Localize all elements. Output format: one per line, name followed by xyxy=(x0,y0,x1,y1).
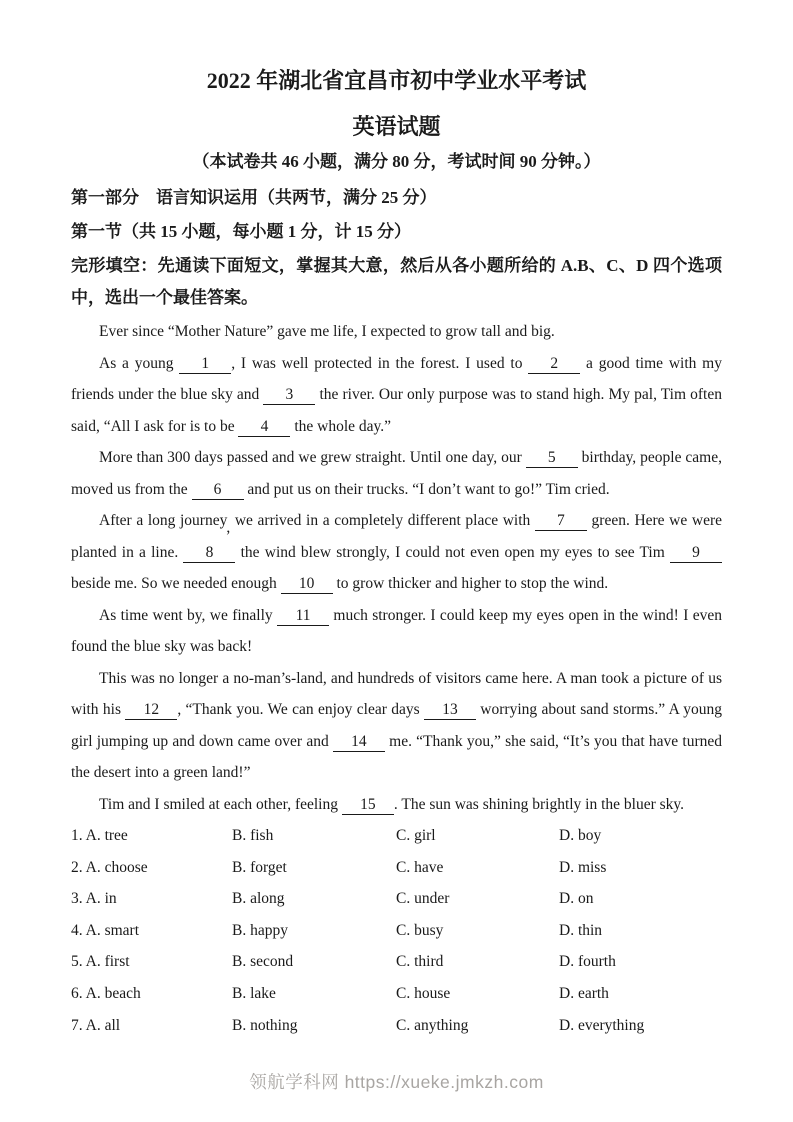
part-one-heading: 第一部分 语言知识运用（共两节，满分 25 分） xyxy=(71,188,437,207)
option-cell: 6. A. beach xyxy=(71,984,141,1002)
option-row xyxy=(71,915,722,947)
option-row xyxy=(71,946,722,978)
option-cell: B. forget xyxy=(232,858,287,876)
option-cell: C. have xyxy=(396,858,444,876)
passage-paragraph: More than 300 days passed and we grew straight. Until one day, our 5 birthday, people came, moved us from the 6 and put us on their trucks. “I don’t want to go!” Tim cried. xyxy=(71,449,722,498)
option-cell: B. second xyxy=(232,953,294,971)
exam-info-line: （本试卷共 46 小题，满分 80 分，考试时间 90 分钟。） xyxy=(192,152,601,171)
option-cell: 4. A. smart xyxy=(71,921,140,939)
option-cell: D. on xyxy=(559,890,594,908)
section-one-heading: 第一节（共 15 小题，每小题 1 分，计 15 分） xyxy=(71,222,411,241)
option-row xyxy=(71,883,722,915)
lowered-comma: , xyxy=(226,519,231,536)
cloze-blank-1: 1 xyxy=(179,355,231,374)
option-cell: C. third xyxy=(396,953,444,971)
option-row xyxy=(71,852,722,884)
option-cell: D. everything xyxy=(559,1016,645,1034)
option-cell: 1. A. tree xyxy=(71,827,128,844)
options-table xyxy=(71,820,722,1041)
cloze-blank-15: 15 xyxy=(342,796,394,815)
cloze-blank-5: 5 xyxy=(526,449,578,468)
option-cell: C. house xyxy=(396,984,451,1002)
option-cell: D. fourth xyxy=(559,953,616,971)
passage-paragraph: As time went by, we finally 11 much stronger. I could keep my eyes open in the wind! I even found the blue sky was back! xyxy=(71,606,722,655)
cloze-blank-14: 14 xyxy=(333,733,385,752)
option-cell: 3. A. in xyxy=(71,890,117,908)
option-row xyxy=(71,820,722,852)
option-cell: D. earth xyxy=(559,984,609,1002)
option-cell: C. busy xyxy=(396,921,444,939)
option-cell: C. anything xyxy=(396,1016,469,1034)
cloze-blank-2: 2 xyxy=(528,355,580,374)
option-cell: B. lake xyxy=(232,984,276,1002)
cloze-blank-10: 10 xyxy=(281,575,333,594)
watermark-footer: 领航学科网 https://xueke.jmkzh.com xyxy=(249,1072,544,1093)
option-cell: B. along xyxy=(232,890,285,908)
exam-title-line2: 英语试题 xyxy=(352,114,441,139)
passage xyxy=(71,316,722,820)
option-cell: D. thin xyxy=(559,921,603,939)
exam-title-line1: 2022 年湖北省宜昌市初中学业水平考试 xyxy=(206,68,587,93)
option-row xyxy=(71,1010,722,1042)
option-cell: C. under xyxy=(396,890,450,908)
option-cell: B. happy xyxy=(232,921,288,939)
passage-paragraph: After a long journey, we arrived in a completely different place with 7 green. Here we were planted in a line. 8 the wind blew strongly, I could not even open my eyes to see Tim 9 beside me. So we needed enough 10 to grow thicker and higher to stop the wind. xyxy=(71,512,722,592)
passage-paragraph: As a young 1 , I was well protected in the forest. I used to 2 a good time with my friends under the blue sky and 3 the river. Our only purpose was to stand high. My pal, Tim often said, “All I ask for is to be 4 the whole day.” xyxy=(71,354,722,435)
option-cell: D. miss xyxy=(559,858,607,876)
option-cell: 2. A. choose xyxy=(71,858,148,876)
cloze-blank-11: 11 xyxy=(277,607,329,626)
passage-paragraph: Ever since “Mother Nature” gave me life, I expected to grow tall and big. xyxy=(99,323,555,340)
passage-paragraph: This was no longer a no-man’s-land, and hundreds of visitors came here. A man took a picture of us with his 12 , “Thank you. We can enjoy clear days 13 worrying about sand storms.” A young girl jumping up and down came over and 14 me. “Thank you,” she said, “It’s you that have turned the desert into a green land!” xyxy=(71,669,722,781)
cloze-blank-6: 6 xyxy=(192,481,244,500)
option-cell: B. nothing xyxy=(232,1016,298,1034)
option-cell: B. fish xyxy=(232,827,274,844)
cloze-blank-3: 3 xyxy=(263,386,315,405)
option-cell: 5. A. first xyxy=(71,953,130,971)
passage-paragraph: Tim and I smiled at each other, feeling 15 . The sun was shining brightly in the bluer sky. xyxy=(99,795,685,813)
cloze-blank-13: 13 xyxy=(424,701,476,720)
cloze-blank-8: 8 xyxy=(183,544,235,563)
cloze-blank-4: 4 xyxy=(238,418,290,437)
option-cell: D. boy xyxy=(559,827,602,844)
cloze-blank-12: 12 xyxy=(125,701,177,720)
cloze-instruction: 完形填空：先通读下面短文，掌握其大意，然后从各小题所给的 A.B、C、D 四个选项中，选出一个最佳答案。 xyxy=(71,256,722,307)
option-row xyxy=(71,978,722,1010)
option-cell: C. girl xyxy=(396,827,436,844)
cloze-blank-7: 7 xyxy=(535,512,587,531)
option-cell: 7. A. all xyxy=(71,1016,121,1034)
cloze-blank-9: 9 xyxy=(670,544,722,563)
